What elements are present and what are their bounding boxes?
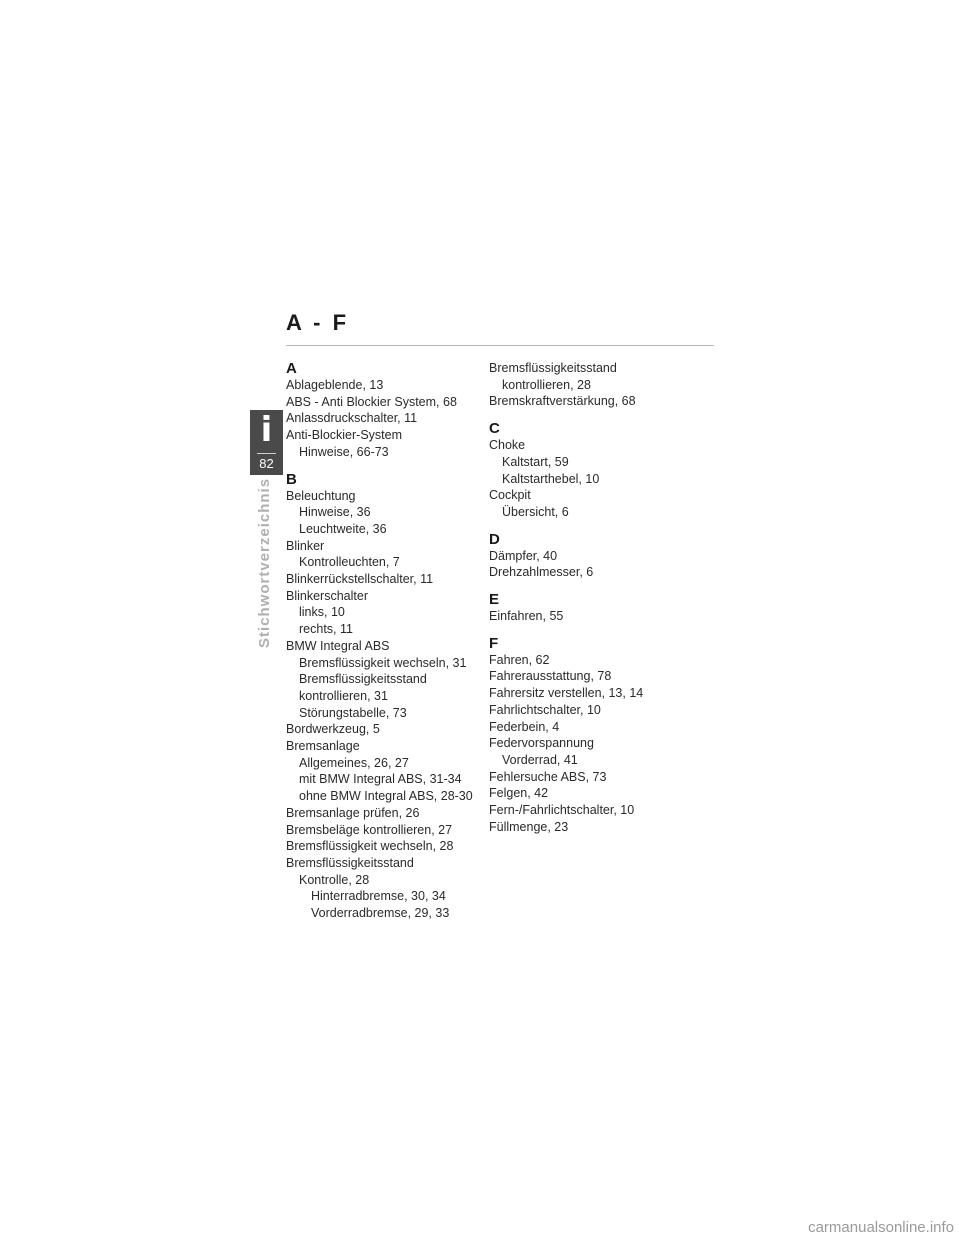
index-subsubentry: Vorderradbremse, 29, 33 <box>311 906 450 921</box>
index-subentry: Allgemeines, 26, 27 <box>299 755 409 770</box>
index-entry: Felgen, 42 <box>489 786 549 801</box>
index-entry: Bremsanlage prüfen, 26 <box>286 805 420 820</box>
index-entry: Fahrerausstattung, 78 <box>489 669 612 684</box>
index-entry: Bremsflüssigkeitsstand <box>286 855 414 870</box>
index-subentry: kontrollieren, 31 <box>299 688 388 703</box>
index-entry: Beleuchtung <box>286 488 356 503</box>
index-entry: Bremskraftverstärkung, 68 <box>489 394 636 409</box>
index-entry: Drehzahlmesser, 6 <box>489 565 594 580</box>
heading-rule <box>286 345 714 346</box>
tab-divider <box>257 453 276 454</box>
index-entry: Bremsbeläge kontrollieren, 27 <box>286 822 453 837</box>
index-entry: Bremsanlage <box>286 739 360 754</box>
index-subentry: mit BMW Integral ABS, 31-34 <box>299 772 462 787</box>
section-letter-e: E <box>489 591 500 609</box>
index-entry: Blinker <box>286 538 325 553</box>
page-number: 82 <box>259 456 274 471</box>
index-subentry: Kontrolleuchten, 7 <box>299 555 400 570</box>
index-entry: Fehlersuche ABS, 73 <box>489 769 607 784</box>
section-letter-f: F <box>489 634 499 652</box>
index-entry: Anti-Blockier-System <box>286 428 402 443</box>
index-subentry: Bremsflüssigkeit wechseln, 31 <box>299 655 467 670</box>
index-subsubentry: Hinterradbremse, 30, 34 <box>311 889 446 904</box>
index-subentry: Kaltstarthebel, 10 <box>502 471 600 486</box>
index-entry: BMW Integral ABS <box>286 638 390 653</box>
index-entry: Fahrlichtschalter, 10 <box>489 702 601 717</box>
index-entry: Federbein, 4 <box>489 719 560 734</box>
index-subentry: Leuchtweite, 36 <box>299 521 387 536</box>
section-letter-c: C <box>489 420 500 438</box>
index-subentry: Kaltstart, 59 <box>502 454 569 469</box>
footer-watermark: carmanualsonline.info <box>808 1219 954 1236</box>
index-entry: Anlassdruckschalter, 11 <box>286 411 418 426</box>
index-subentry: Hinweise, 36 <box>299 505 371 520</box>
index-subentry: Bremsflüssigkeitsstand <box>299 672 427 687</box>
index-entry: Füllmenge, 23 <box>489 819 569 834</box>
index-subentry: Störungstabelle, 73 <box>299 705 407 720</box>
index-entry: Dämpfer, 40 <box>489 548 558 563</box>
index-subentry: Kontrolle, 28 <box>299 872 370 887</box>
index-entry: Ablageblende, 13 <box>286 378 384 392</box>
index-column-right <box>489 360 714 835</box>
index-subentry: rechts, 11 <box>299 622 353 637</box>
section-letter-b: B <box>286 470 297 488</box>
info-icon: i <box>260 410 273 450</box>
index-subentry: Vorderrad, 41 <box>502 752 578 767</box>
index-entry: Bremsflüssigkeit wechseln, 28 <box>286 839 454 854</box>
index-subentry: ohne BMW Integral ABS, 28-30 <box>299 789 473 804</box>
index-entry: Fahrersitz verstellen, 13, 14 <box>489 686 644 701</box>
index-column-left <box>286 360 486 922</box>
index-entry: Fern-/Fahrlichtschalter, 10 <box>489 803 635 818</box>
index-subentry: Hinweise, 66-73 <box>299 444 389 459</box>
index-entry: Einfahren, 55 <box>489 609 564 624</box>
chapter-side-label: Stichwortverzeichnis <box>256 477 273 648</box>
index-entry: Blinkerrückstellschalter, 11 <box>286 572 434 587</box>
index-entry: Federvorspannung <box>489 736 594 751</box>
chapter-tab <box>250 410 283 475</box>
page-heading: A - F <box>286 310 350 335</box>
index-entry: ABS - Anti Blockier System, 68 <box>286 394 457 409</box>
index-subentry: Übersicht, 6 <box>502 504 569 519</box>
index-entry: Cockpit <box>489 488 531 503</box>
index-entry: Blinkerschalter <box>286 588 368 603</box>
index-subentry: kontrollieren, 28 <box>502 377 591 392</box>
index-entry: Bordwerkzeug, 5 <box>286 722 380 737</box>
section-letter-d: D <box>489 530 500 548</box>
index-entry: Choke <box>489 438 526 453</box>
section-letter-a: A <box>286 360 297 377</box>
index-entry: Bremsflüssigkeitsstand <box>489 361 617 375</box>
index-subentry: links, 10 <box>299 605 345 620</box>
index-entry: Fahren, 62 <box>489 652 550 667</box>
